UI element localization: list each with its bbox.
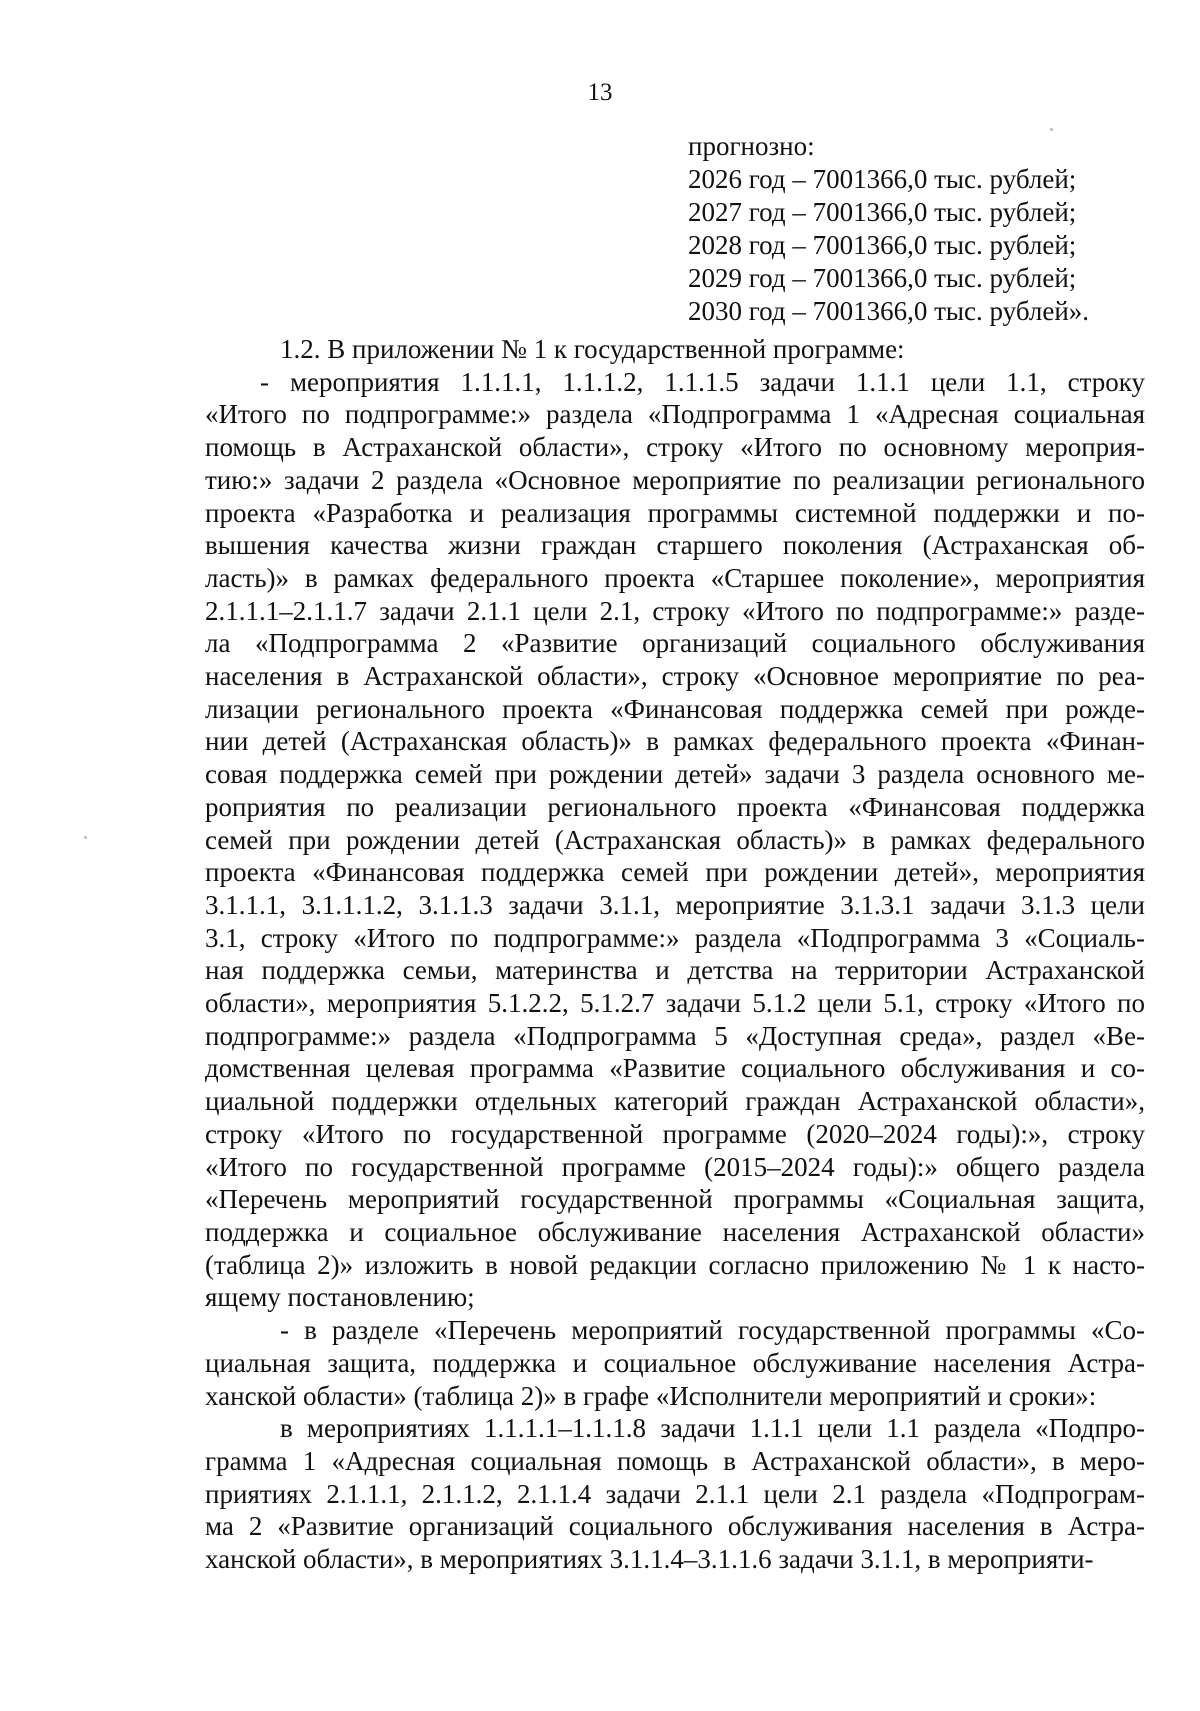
forecast-line: 2029 год – 7001366,0 тыс. рублей;	[688, 263, 1077, 293]
paragraph-item-1	[205, 366, 1145, 1314]
paragraph-item-3	[205, 1412, 1145, 1576]
page-number: 13	[587, 79, 613, 106]
text-line: ла «Подпрограмма 2 «Развитие организаций социального обслуживания	[205, 628, 1145, 659]
text-line: (таблица 2)» изложить в новой редакции согласно приложению № 1 к насто-	[205, 1249, 1145, 1280]
text-line: роприятия по реализации регионального проекта «Финансовая поддержка	[205, 791, 1145, 822]
text-line: «Итого по государственной программе (2015–2024 годы):» общего раздела	[205, 1151, 1145, 1182]
text-line: ханской области» (таблица 2)» в графе «Исполнители мероприятий и сроки»:	[205, 1380, 1097, 1411]
text-line: ная поддержка семьи, материнства и детства на территории Астраханской	[205, 955, 1145, 986]
text-line: поддержка и социальное обслуживание населения Астраханской области»	[205, 1216, 1145, 1247]
text-line: ласть)» в рамках федерального проекта «Старшее поколение», мероприятия	[205, 562, 1145, 593]
forecast-label: прогнозно:	[688, 131, 815, 161]
text-line: помощь в Астраханской области», строку «Итого по основному мероприя-	[205, 432, 1145, 463]
text-line: «Итого по подпрограмме:» раздела «Подпрограмма 1 «Адресная социальная	[205, 399, 1145, 430]
text-line: семей при рождении детей (Астраханская область)» в рамках федерального	[205, 824, 1145, 855]
forecast-block	[688, 130, 1089, 328]
text-line: ханской области», в мероприятиях 3.1.1.4–3.1.1.6 задачи 3.1.1, в мероприяти-	[205, 1544, 1094, 1575]
text-line: - в разделе «Перечень мероприятий государственной программы «Со-	[280, 1315, 1145, 1346]
text-line: области», мероприятия 5.1.2.2, 5.1.2.7 задачи 5.1.2 цели 5.1, строку «Итого по	[205, 988, 1145, 1019]
text-line: домственная целевая программа «Развитие социального обслуживания и со-	[205, 1053, 1145, 1084]
text-line: населения в Астраханской области», строку «Основное мероприятие по реа-	[205, 661, 1145, 692]
text-line: 3.1, строку «Итого по подпрограмме:» раздела «Подпрограмма 3 «Социаль-	[205, 922, 1145, 953]
text-line: нии детей (Астраханская область)» в рамках федерального проекта «Финан-	[205, 726, 1145, 757]
forecast-line: 2030 год – 7001366,0 тыс. рублей».	[688, 296, 1090, 326]
text-line: 2.1.1.1–2.1.1.7 задачи 2.1.1 цели 2.1, строку «Итого по подпрограмме:» разде-	[205, 595, 1145, 626]
text-line: проекта «Разработка и реализация программы системной поддержки и по-	[205, 497, 1145, 528]
text-line: ящему постановлению;	[205, 1282, 475, 1313]
text-line: совая поддержка семей при рождении детей» задачи 3 раздела основного ме-	[205, 759, 1145, 790]
text-line: лизации регионального проекта «Финансовая поддержка семей при рожде-	[205, 693, 1145, 724]
text-line: проекта «Финансовая поддержка семей при рождении детей», мероприятия	[205, 857, 1145, 888]
scan-speck	[1050, 128, 1053, 131]
forecast-line: 2027 год – 7001366,0 тыс. рублей;	[688, 197, 1077, 227]
text-line: подпрограмме:» раздела «Подпрограмма 5 «Доступная среда», раздел «Ве-	[205, 1020, 1145, 1051]
section-heading-text: 1.2. В приложении № 1 к государственной программе:	[280, 334, 905, 364]
text-line: «Перечень мероприятий государственной программы «Социальная защита,	[205, 1184, 1145, 1215]
text-line: 3.1.1.1, 3.1.1.1.2, 3.1.1.3 задачи 3.1.1, мероприятие 3.1.3.1 задачи 3.1.3 цели	[205, 889, 1145, 920]
text-line: строку «Итого по государственной программе (2020–2024 годы):», строку	[205, 1118, 1145, 1149]
text-line: циальной поддержки отдельных категорий граждан Астраханской области»,	[205, 1086, 1145, 1117]
text-line: приятиях 2.1.1.1, 2.1.1.2, 2.1.1.4 задачи 2.1.1 цели 2.1 раздела «Подпрограм-	[205, 1478, 1145, 1509]
text-line: тию:» задачи 2 раздела «Основное мероприятие по реализации регионального	[205, 464, 1145, 495]
paragraph-item-2	[205, 1314, 1145, 1412]
text-line: грамма 1 «Адресная социальная помощь в Астраханской области», в меро-	[205, 1445, 1145, 1476]
scan-speck	[84, 836, 87, 839]
text-line: - мероприятия 1.1.1.1, 1.1.1.2, 1.1.1.5 задачи 1.1.1 цели 1.1, строку	[260, 366, 1145, 397]
forecast-line: 2026 год – 7001366,0 тыс. рублей;	[688, 164, 1077, 194]
document-body	[205, 333, 1145, 1576]
text-line: вышения качества жизни граждан старшего поколения (Астраханская об-	[205, 530, 1145, 561]
section-heading	[205, 333, 1145, 366]
text-line: ма 2 «Развитие организаций социального обслуживания населения в Астра-	[205, 1511, 1145, 1542]
forecast-line: 2028 год – 7001366,0 тыс. рублей;	[688, 230, 1077, 260]
text-line: циальная защита, поддержка и социальное обслуживание населения Астра-	[205, 1347, 1145, 1378]
text-line: в мероприятиях 1.1.1.1–1.1.1.8 задачи 1.1.1 цели 1.1 раздела «Подпро-	[280, 1413, 1145, 1444]
